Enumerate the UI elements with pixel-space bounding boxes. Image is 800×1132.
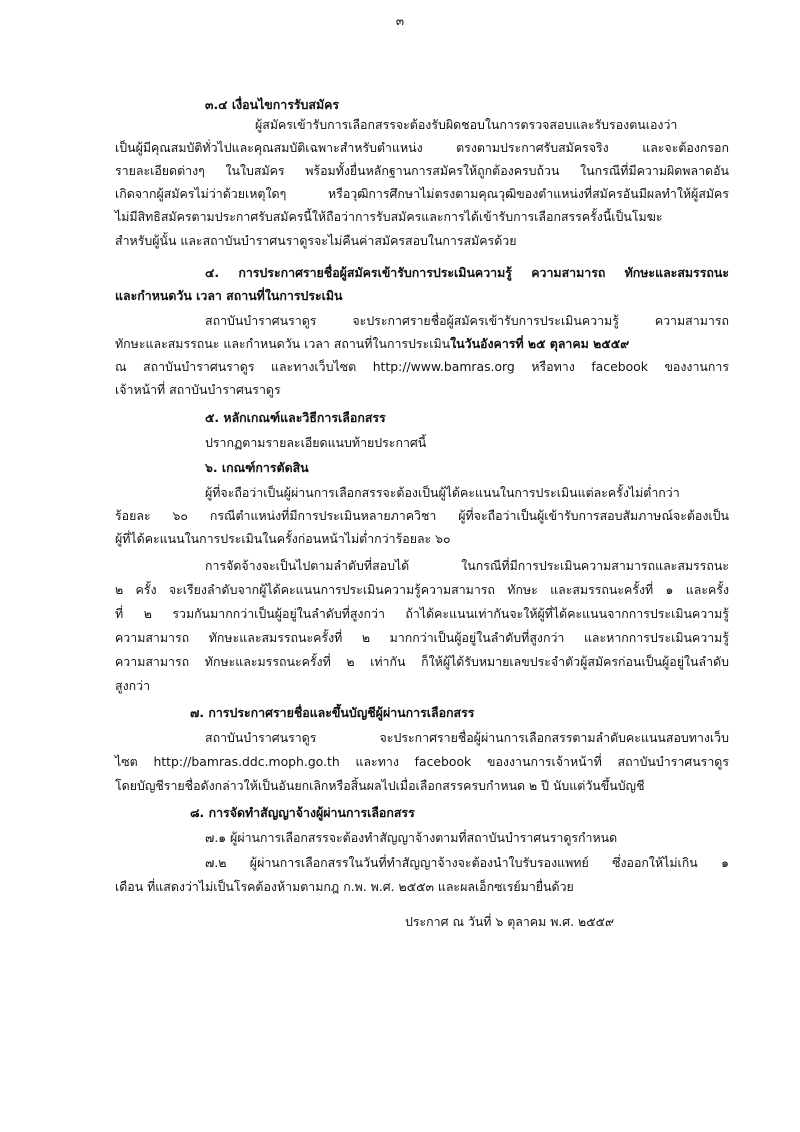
body-line: ไม่มีสิทธิสมัครตามประกาศรับสมัครนี้ให้ถือว่าการรับสมัครและการได้เข้ารับการเลือกสรรครั้งนี้เป็นโมฆะ — [115, 209, 663, 224]
body-line: สถาบันบำราศนราดูร จะประกาศรายชื่อผู้สมัครเข้ารับการประเมินความรู้ ความสามารถ — [205, 313, 729, 328]
body-line: ร้อยละ ๖๐ กรณีตำแหน่งที่มีการประเมินหลายภาควิชา ผู้ที่จะถือว่าเป็นผู้เข้ารับการสอบสัมภาษณ์จะต้องเป็น — [115, 508, 729, 523]
body-line: เดือน ที่แสดงว่าไม่เป็นโรคต้องห้ามตามกฎ ก.พ. พ.ศ. ๒๕๕๓ และผลเอ็กซเรย์มายื่นด้วย — [115, 879, 574, 894]
page-number: ๓ — [395, 14, 405, 28]
body-line: ความสามารถ ทักษะและมรรถนะครั้งที่ ๒ เท่ากัน ก็ให้ผู้ได้รับหมายเลขประจำตัวผู้สมัครก่อนเป็นผู้อยู่ในลำดับ — [115, 654, 729, 669]
body-line: สำหรับผู้นั้น และสถาบันบำราศนราดูรจะไม่คืนค่าสมัครสอบในการสมัครด้วย — [115, 233, 517, 248]
body-line — [115, 336, 729, 352]
body-line: เกิดจากผู้สมัครไม่ว่าด้วยเหตุใดๆ หรือวุฒิการศึกษาไม่ตรงตามคุณวุฒิของตำแหน่งที่สมัครอันมีผลทำให้ผู้สมัคร — [115, 186, 729, 201]
section-7-heading: ๗. การประกาศรายชื่อและขึ้นบัญชีผู้ผ่านการเลือกสรร — [190, 705, 475, 720]
body-line: ผู้สมัครเข้ารับการเลือกสรรจะต้องรับผิดชอบในการตรวจสอบและรับรองตนเองว่า — [255, 117, 678, 132]
section-8-heading: ๘. การจัดทำสัญญาจ้างผู้ผ่านการเลือกสรร — [190, 805, 415, 820]
body-line: ปรากฏตามรายละเอียดแนบท้ายประกาศนี้ — [205, 435, 427, 450]
section-4-heading: ๔. การประกาศรายชื่อผู้สมัครเข้ารับการประเมินความรู้ ความสามารถ ทักษะและสมรรถนะ — [205, 265, 729, 280]
body-line: ๗.๒ ผู้ผ่านการเลือกสรรในวันที่ทำสัญญาจ้างจะต้องนำใบรับรองแพทย์ ซึ่งออกให้ไม่เกิน ๑ — [205, 855, 729, 870]
body-text: ทักษะและสมรรถนะ และกำหนดวัน เวลา สถานที่ในการประเมิน — [115, 336, 451, 351]
section-4-heading-cont: และกำหนดวัน เวลา สถานที่ในการประเมิน — [115, 288, 343, 303]
body-line: รายละเอียดต่างๆ ในใบสมัคร พร้อมทั้งยื่นหลักฐานการสมัครให้ถูกต้องครบถ้วน ในกรณีที่มีความผิดพลาดอัน — [115, 163, 729, 178]
body-line: ณ สถาบันบำราศนราดูร และทางเว็บไซต http://www.bamras.org หรือทาง facebook ของงานการ — [115, 359, 729, 374]
section-3-4-heading: ๓.๔ เงื่อนไขการรับสมัคร — [205, 97, 340, 112]
body-line: ความสามารถ ทักษะและสมรรถนะครั้งที่ ๒ มากกว่าเป็นผู้อยู่ในลำดับที่สูงกว่า และหากการประเมินความรู้ — [115, 630, 729, 645]
body-line: เจ้าหน้าที่ สถาบันบำราศนราดูร — [115, 382, 281, 397]
body-line: ที่ ๒ รวมกันมากกว่าเป็นผู้อยู่ในลำดับที่สูงกว่า ถ้าได้คะแนนเท่ากันจะให้ผู้ที่ได้คะแนนจากการประเมินความรู้ — [115, 606, 729, 621]
body-line: ๒ ครั้ง จะเรียงลำดับจากผู้ได้คะแนนการประเมินความรู้ความสามารถ ทักษะ และสมรรถนะครั้งที่ ๑ และครั้ง — [115, 582, 729, 597]
body-line: เป็นผู้มีคุณสมบัติทั่วไปและคุณสมบัติเฉพาะสำหรับตำแหน่ง ตรงตามประกาศรับสมัครจริง และจะต้องกรอก — [115, 140, 729, 155]
body-line: ๗.๑ ผู้ผ่านการเลือกสรรจะต้องทำสัญญาจ้างตามที่สถาบันบำราศนราดูรกำหนด — [205, 830, 618, 845]
body-line: ไซต http://bamras.ddc.moph.go.th และทาง facebook ของงานการเจ้าหน้าที่ สถาบันบำราศนราดูร — [115, 754, 729, 769]
body-line: ผู้ที่จะถือว่าเป็นผู้ผ่านการเลือกสรรจะต้องเป็นผู้ได้คะแนนในการประเมินแต่ละครั้งไม่ต่ำกว่า — [205, 485, 680, 500]
section-6-heading: ๖. เกณฑ์การตัดสิน — [205, 460, 309, 475]
body-line: โดยบัญชีรายชื่อดังกล่าวให้เป็นอันยกเลิกหรือสิ้นผลไปเมื่อเลือกสรรครบกำหนด ๒ ปี นับแต่วันขึ้นบัญชี — [115, 778, 645, 793]
body-line: การจัดจ้างจะเป็นไปตามลำดับที่สอบได้ ในกรณีที่มีการประเมินความสามารถและสมรรถนะ — [205, 558, 729, 573]
assessment-date: ในวันอังคารที่ ๒๕ ตุลาคม ๒๕๕๙ — [450, 336, 630, 351]
body-line: สูงกว่า — [115, 678, 151, 693]
body-line: ผู้ที่ได้คะแนนในการประเมินในครั้งก่อนหน้าไม่ต่ำกว่าร้อยละ ๖๐ — [115, 531, 451, 546]
body-line: สถาบันบำราศนราดูร จะประกาศรายชื่อผู้ผ่านการเลือกสรรตามลำดับคะแนนสอบทางเว็บ — [205, 730, 729, 745]
announcement-date: ประกาศ ณ วันที่ ๖ ตุลาคม พ.ศ. ๒๕๕๙ — [405, 914, 615, 929]
section-5-heading: ๕. หลักเกณฑ์และวิธีการเลือกสรร — [205, 410, 386, 425]
